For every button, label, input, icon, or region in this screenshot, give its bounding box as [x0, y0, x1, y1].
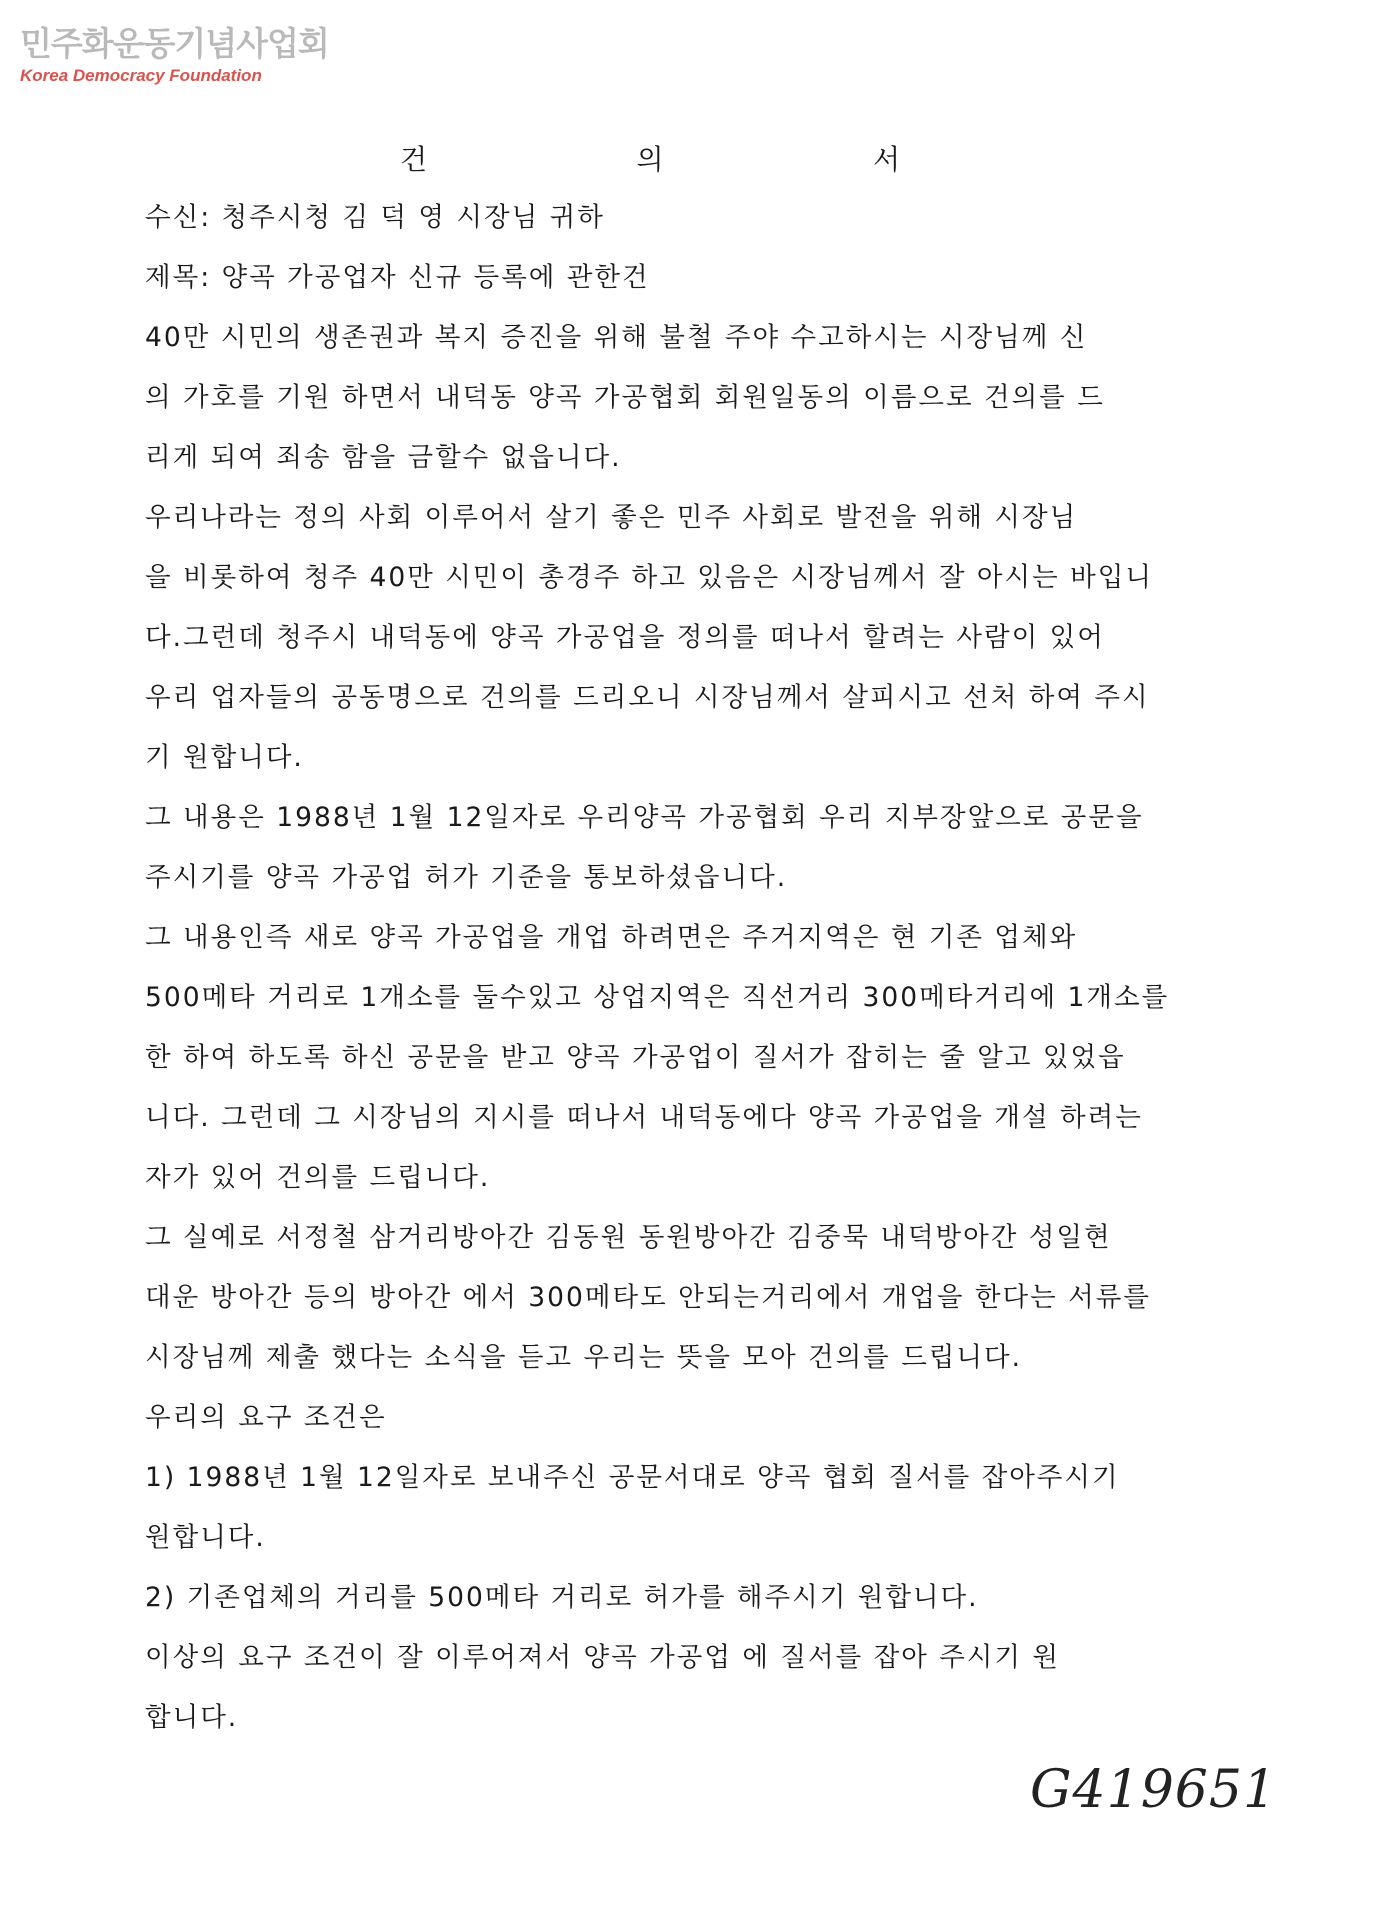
body-line: 자가 있어 건의를 드립니다.	[145, 1162, 491, 1193]
body-line: 우리 업자들의 공동명으로 건의를 드리오니 시장님께서 살피시고 선처 하여 주시	[145, 682, 1150, 713]
body-line: 우리의 요구 조건은	[145, 1402, 387, 1433]
body-line: 다.그런데 청주시 내덕동에 양곡 가공업을 정의를 떠나서 할려는 사람이 있어	[145, 622, 1105, 653]
body-line: 리게 되여 죄송 함을 금할수 없읍니다.	[145, 442, 622, 473]
body-line: 주시기를 양곡 가공업 허가 기준을 통보하셨읍니다.	[145, 862, 788, 893]
body-line: 니다. 그런데 그 시장님의 지시를 떠나서 내덕동에다 양곡 가공업을 개설 하려는	[145, 1102, 1143, 1133]
body-line: 40만 시민의 생존권과 복지 증진을 위해 불철 주야 수고하시는 시장님께 신	[145, 322, 1088, 353]
body-line: 우리나라는 정의 사회 이루어서 살기 좋은 민주 사회로 발전을 위해 시장님	[145, 502, 1078, 533]
body-line: 이상의 요구 조건이 잘 이루어져서 양곡 가공업 에 질서를 잡아 주시기 원	[145, 1642, 1061, 1673]
list-item: 2) 기존업체의 거리를 500메타 거리로 허가를 해주시기 원합니다.	[145, 1582, 979, 1613]
body-line: 기 원합니다.	[145, 742, 304, 773]
title-char: 서	[872, 143, 900, 176]
watermark-english-text: Korea Democracy Foundation	[20, 66, 262, 85]
body-line: 합니다.	[145, 1702, 239, 1733]
title-char: 의	[636, 143, 664, 176]
body-line: 한 하여 하도록 하신 공문을 받고 양곡 가공업이 질서가 잡히는 줄 알고 있었읍	[145, 1042, 1126, 1073]
watermark-korean-text: 민주화운동기념사업회	[20, 24, 329, 63]
subject-line: 제목: 양곡 가공업자 신규 등록에 관한건	[145, 262, 650, 293]
body-line: 그 내용은 1988년 1월 12일자로 우리양곡 가공협회 우리 지부장앞으로 공문을	[145, 802, 1144, 833]
recipient-line: 수신: 청주시청 김 덕 영 시장님 귀하	[145, 202, 605, 233]
body-line: 500메타 거리로 1개소를 둘수있고 상업지역은 직선거리 300메타거리에 1개소를	[145, 982, 1170, 1013]
body-line: 그 내용인즉 새로 양곡 가공업을 개업 하려면은 주거지역은 현 기존 업체와	[145, 922, 1078, 953]
body-line: 의 가호를 기원 하면서 내덕동 양곡 가공협회 회원일동의 이름으로 건의를 드	[145, 382, 1105, 413]
list-item: 원합니다.	[145, 1522, 266, 1553]
title-char: 건	[400, 143, 428, 176]
document-title	[400, 140, 900, 180]
body-line: 그 실예로 서정철 삼거리방아간 김동원 동원방아간 김중묵 내덕방아간 성일현	[145, 1222, 1112, 1253]
list-item: 1) 1988년 1월 12일자로 보내주신 공문서대로 양곡 협회 질서를 잡아주시기	[145, 1462, 1120, 1493]
body-line: 대운 방아간 등의 방아간 에서 300메타도 안되는거리에서 개업을 한다는 서류를	[145, 1282, 1151, 1313]
body-line: 을 비롯하여 청주 40만 시민이 총경주 하고 있음은 시장님께서 잘 아시는 바입니	[145, 562, 1153, 593]
body-line: 시장님께 제출 했다는 소식을 듣고 우리는 뜻을 모아 건의를 드립니다.	[145, 1342, 1023, 1373]
serial-number: G419651	[1030, 1760, 1278, 1820]
